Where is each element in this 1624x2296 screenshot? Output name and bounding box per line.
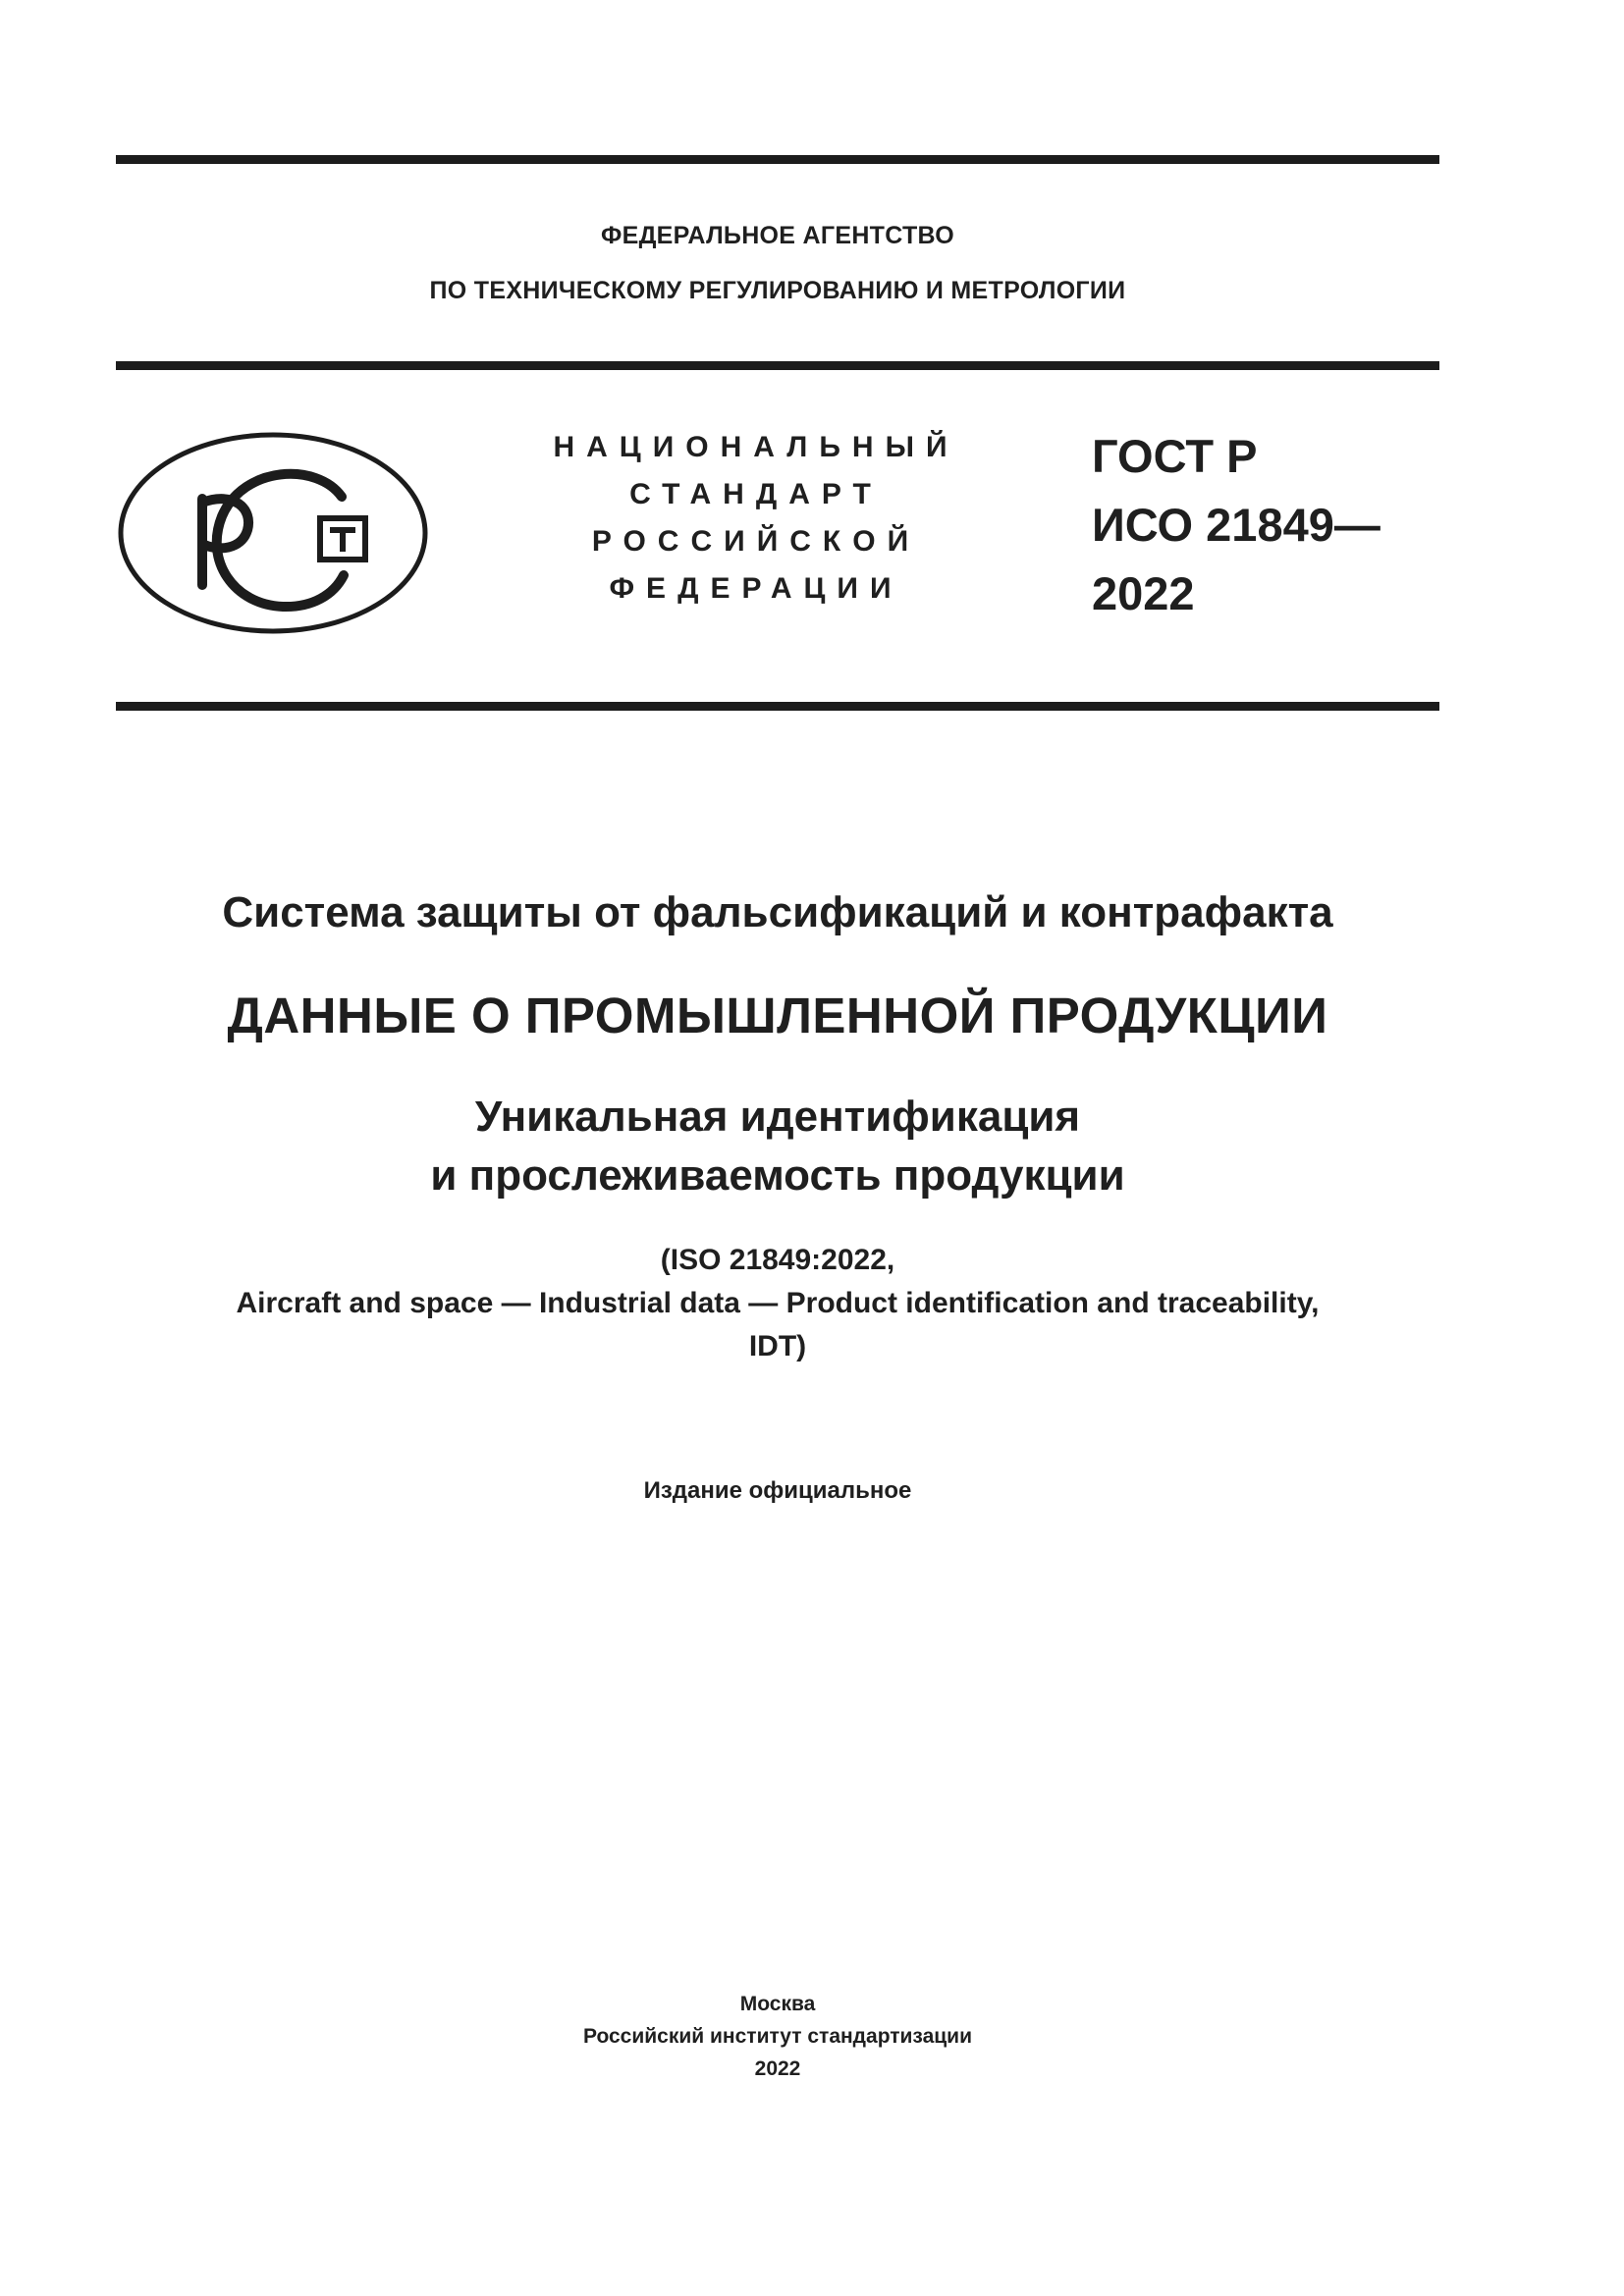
- publisher-block: [116, 1988, 1439, 2085]
- rst-logo-icon: [116, 428, 430, 639]
- designation-line1: ГОСТ Р: [1092, 430, 1258, 482]
- iso-reference-line3: IDT): [748, 1330, 807, 1362]
- standard-designation: [1092, 422, 1380, 628]
- main-title: ДАННЫЕ О ПРОМЫШЛЕННОЙ ПРОДУКЦИИ: [227, 988, 1328, 1043]
- publisher-year: 2022: [754, 2057, 801, 2080]
- agency-name-line1: ФЕДЕРАЛЬНОЕ АГЕНТСТВО: [600, 222, 955, 249]
- edition-label: Издание официальное: [643, 1477, 912, 1504]
- designation-rule: [116, 702, 1439, 711]
- sub-title-line2: и прослеживаемость продукции: [430, 1151, 1125, 1200]
- system-title: Система защиты от фальсификаций и контрафакта: [222, 888, 1333, 936]
- iso-reference-line1: (ISO 21849:2022,: [660, 1244, 895, 1276]
- national-standard-label: [530, 424, 982, 613]
- designation-line2: ИСО 21849—: [1092, 499, 1380, 551]
- iso-reference: [116, 1239, 1439, 1368]
- national-standard-line2: СТАНДАРТ: [629, 478, 883, 510]
- header-rule: [116, 361, 1439, 370]
- designation-line3: 2022: [1092, 567, 1195, 619]
- national-standard-line4: ФЕДЕРАЦИИ: [609, 572, 903, 605]
- top-rule: [116, 155, 1439, 164]
- sub-title-line1: Уникальная идентификация: [474, 1093, 1081, 1141]
- national-standard-line1: НАЦИОНАЛЬНЫЙ: [553, 431, 959, 463]
- publisher-institute: Российский институт стандартизации: [582, 2025, 973, 2048]
- national-standard-line3: РОССИЙСКОЙ: [591, 525, 921, 558]
- sub-title: [116, 1088, 1439, 1205]
- iso-reference-line2: Aircraft and space — Industrial data — Product identification and traceability,: [236, 1287, 1320, 1319]
- publisher-city: Москва: [739, 1993, 816, 2015]
- agency-name-line2: ПО ТЕХНИЧЕСКОМУ РЕГУЛИРОВАНИЮ И МЕТРОЛОГИИ: [429, 277, 1126, 304]
